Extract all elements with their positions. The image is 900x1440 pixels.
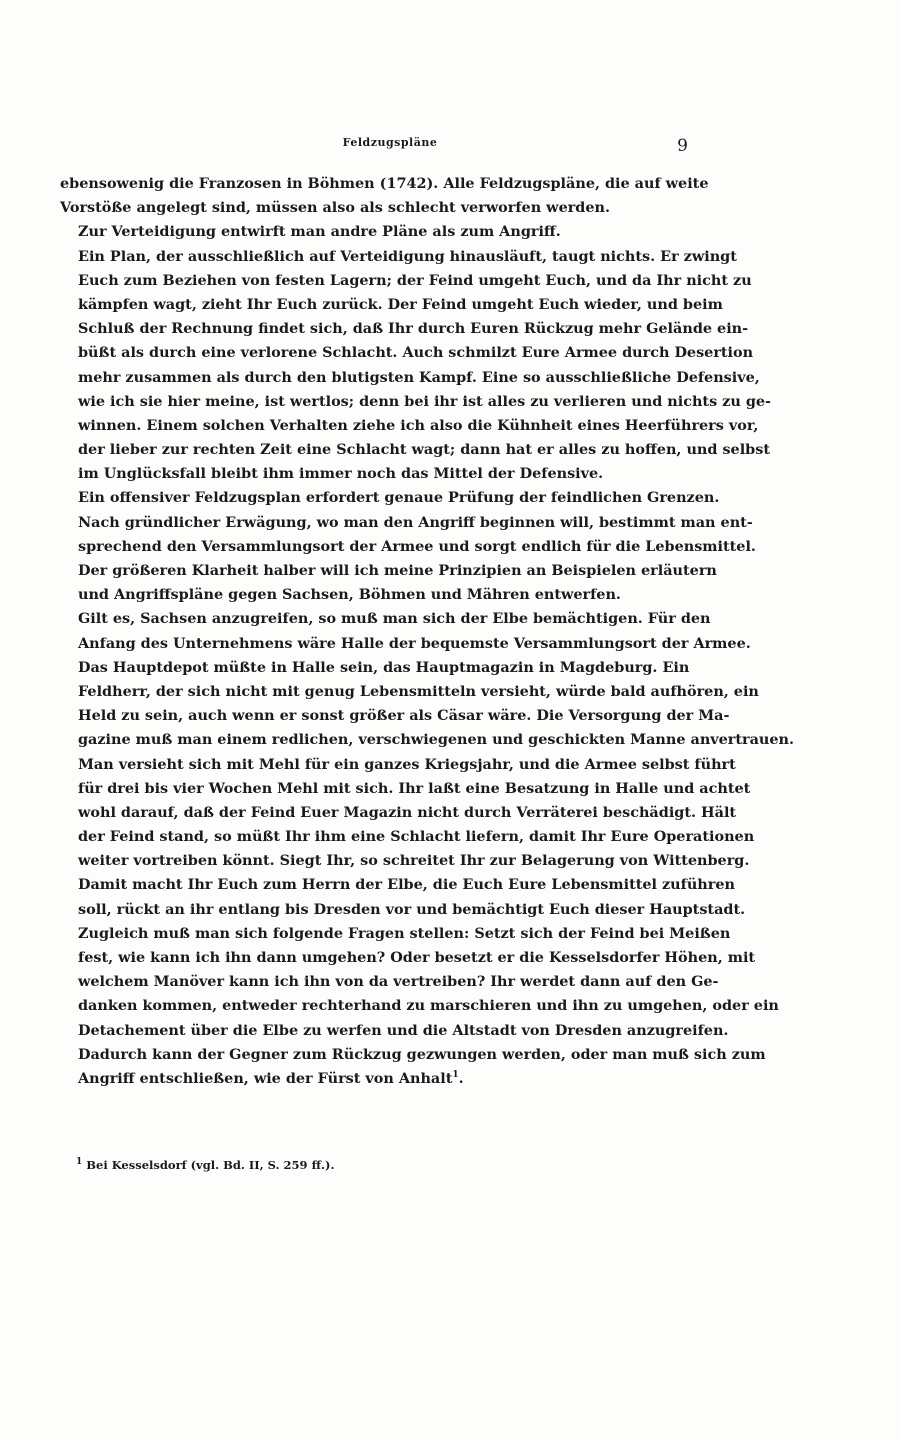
page-number: 9 (677, 136, 688, 156)
paragraph (60, 559, 717, 607)
footnote-marker: 1 (76, 1157, 83, 1168)
text-line: wie ich sie hier meine, ist wertlos; denn bei ihr ist alles zu verlieren und nichts zu ge- (78, 392, 772, 410)
text-line: der Feind stand, so müßt Ihr ihm eine Schlacht liefern, damit Ihr Eure Operationen (78, 828, 755, 846)
text-line: ebensowenig die Franzosen in Böhmen (1742). Alle Feldzugspläne, die auf weite (60, 175, 709, 192)
text-line: büßt als durch eine verlorene Schlacht. Auch schmilzt Eure Armee durch Desertion (78, 344, 754, 362)
text-line: Schluß der Rechnung findet sich, daß Ihr durch Euren Rückzug mehr Gelände ein- (78, 320, 749, 338)
text-line: mehr zusammen als durch den blutigsten Kampf. Eine so ausschließliche Defensive, (78, 368, 760, 386)
text-line: Ein Plan, der ausschließlich auf Verteidigung hinausläuft, taugt nichts. Er zwingt (78, 247, 737, 265)
text-line: winnen. Einem solchen Verhalten ziehe ich also die Kühnheit eines Heerführers vor, (78, 416, 759, 434)
text-line: Detachement über die Elbe zu werfen und die Altstadt von Dresden anzugreifen. (78, 1021, 729, 1039)
text-line: im Unglücksfall bleibt ihm immer noch das Mittel der Defensive. (78, 465, 604, 483)
text-line: fest, wie kann ich ihn dann umgehen? Oder besetzt er die Kesselsdorfer Höhen, mit (78, 949, 756, 966)
footnote-reference: 1 (452, 1070, 459, 1081)
text-line: Dadurch kann der Gegner zum Rückzug gezwungen werden, oder man muß sich zum (78, 1045, 766, 1063)
body-text (60, 172, 795, 1091)
text-line: Nach gründlicher Erwägung, wo man den Angriff beginnen will, bestimmt man ent- (78, 513, 753, 531)
text-line: kämpfen wagt, zieht Ihr Euch zurück. Der Feind umgeht Euch wieder, und beim (78, 295, 723, 313)
text-line: Der größeren Klarheit halber will ich meine Prinzipien an Beispielen erläutern (78, 562, 717, 579)
text-line: und Angriffspläne gegen Sachsen, Böhmen und Mähren entwerfen. (78, 586, 621, 604)
paragraph (60, 245, 772, 487)
paragraph (60, 486, 756, 559)
text-line: welchem Manöver kann ich ihn von da vertreiben? Ihr werdet dann auf den Ge- (78, 973, 719, 991)
paragraph (60, 607, 795, 1091)
paragraph (60, 172, 709, 220)
text-line: Das Hauptdepot müßte in Halle sein, das Hauptmagazin in Magdeburg. Ein (78, 658, 690, 676)
text-line: soll, rückt an ihr entlang bis Dresden vor und bemächtigt Euch dieser Hauptstadt. (78, 900, 746, 918)
text-line: sprechend den Versammlungsort der Armee und sorgt endlich für die Lebensmittel. (78, 537, 756, 555)
running-title: Feldzugspläne (342, 136, 438, 149)
paragraph (60, 220, 682, 244)
text-line: Euch zum Beziehen von festen Lagern; der Feind umgeht Euch, und da Ihr nicht zu (78, 271, 752, 289)
text-line: gazine muß man einem redlichen, verschwiegenen und geschickten Manne anvertrauen. (78, 731, 795, 749)
text-line: wohl darauf, daß der Feind Euer Magazin nicht durch Verräterei beschädigt. Hält (78, 803, 737, 821)
text-line: weiter vortreiben könnt. Siegt Ihr, so schreitet Ihr zur Belagerung von Wittenberg. (78, 852, 750, 870)
text-line: der lieber zur rechten Zeit eine Schlacht wagt; dann hat er alles zu hoffen, und selbst (78, 441, 770, 459)
text-line: Damit macht Ihr Euch zum Herrn der Elbe, die Euch Eure Lebensmittel zuführen (78, 876, 735, 894)
text-line: für drei bis vier Wochen Mehl mit sich. Ihr laßt eine Besatzung in Halle und achtet (78, 779, 751, 797)
footnote (76, 1158, 676, 1172)
text-line: Feldherr, der sich nicht mit genug Lebensmitteln versieht, würde bald aufhören, ein (78, 682, 759, 700)
text-line: Zur Verteidigung entwirft man andre Pläne als zum Angriff. (78, 223, 561, 241)
text-line: Anfang des Unternehmens wäre Halle der bequemste Versammlungsort der Armee. (78, 634, 751, 652)
text-line: Held zu sein, auch wenn er sonst größer als Cäsar wäre. Die Versorgung der Ma- (78, 707, 730, 725)
text-line: Angriff entschließen, wie der Fürst von Anhalt$^1$. (78, 1069, 464, 1087)
text-line: Man versieht sich mit Mehl für ein ganzes Kriegsjahr, und die Armee selbst führt (78, 755, 736, 773)
text-line: Zugleich muß man sich folgende Fragen stellen: Setzt sich der Feind bei Meißen (78, 924, 731, 942)
footnote-text: Bei Kesselsdorf (vgl. Bd. II, S. 259 ff.). (86, 1158, 335, 1172)
sentence-end: . (458, 1069, 464, 1087)
text-line: Ein offensiver Feldzugsplan erfordert genaue Prüfung der feindlichen Grenzen. (78, 489, 720, 507)
text-line: danken kommen, entweder rechterhand zu marschieren und ihn zu umgehen, oder ein (78, 997, 779, 1015)
text-line: Vorstöße angelegt sind, müssen also als schlecht verworfen werden. (60, 199, 610, 217)
text-line: Gilt es, Sachsen anzugreifen, so muß man sich der Elbe bemächtigen. Für den (78, 610, 711, 628)
